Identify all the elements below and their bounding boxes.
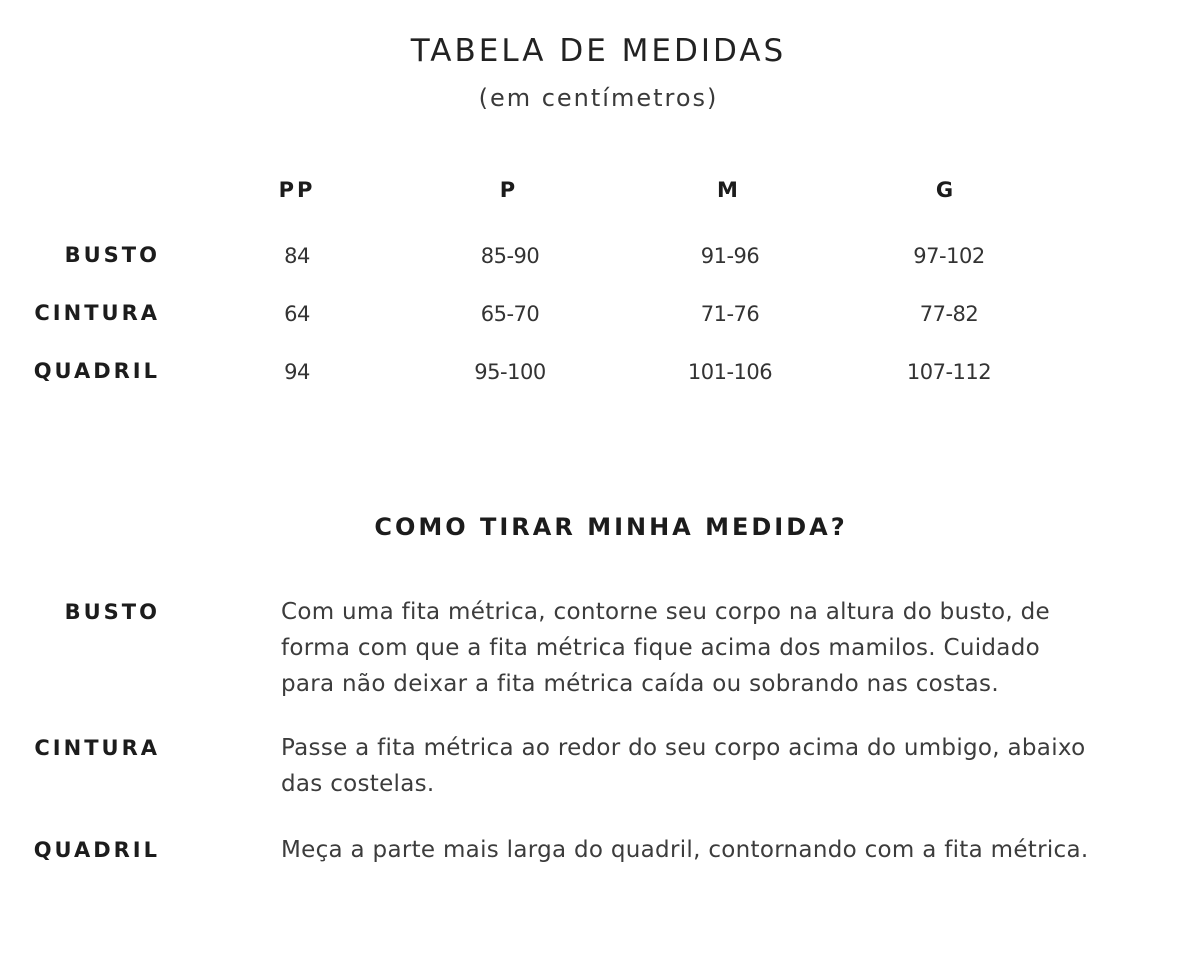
size-header-pp: PP bbox=[278, 178, 316, 202]
row-label-quadril: QUADRIL bbox=[33, 359, 160, 383]
table-cell: 77-82 bbox=[919, 302, 979, 326]
how-label-quadril: QUADRIL bbox=[33, 838, 160, 862]
size-header-g: G bbox=[935, 178, 957, 202]
size-header-m: M bbox=[717, 178, 741, 202]
table-cell: 107-112 bbox=[906, 360, 992, 384]
text-line: das costelas. bbox=[281, 771, 435, 797]
text-line: forma com que a fita métrica fique acima dos mamilos. Cuidado bbox=[281, 635, 1040, 661]
section-title: COMO TIRAR MINHA MEDIDA? bbox=[374, 513, 848, 541]
how-text-busto bbox=[281, 594, 1171, 702]
page-subtitle: (em centímetros) bbox=[478, 84, 719, 112]
text-line: para não deixar a fita métrica caída ou sobrando nas costas. bbox=[281, 671, 999, 697]
text-line: Passe a fita métrica ao redor do seu corpo acima do umbigo, abaixo bbox=[281, 735, 1086, 761]
table-cell: 97-102 bbox=[913, 244, 985, 268]
how-text-cintura bbox=[281, 730, 1171, 802]
how-label-cintura: CINTURA bbox=[34, 736, 160, 760]
table-cell: 71-76 bbox=[700, 302, 760, 326]
table-cell: 95-100 bbox=[474, 360, 546, 384]
table-cell: 101-106 bbox=[687, 360, 773, 384]
row-label-cintura: CINTURA bbox=[34, 301, 160, 325]
table-cell: 94 bbox=[284, 360, 310, 384]
text-line: Meça a parte mais larga do quadril, contornando com a fita métrica. bbox=[281, 837, 1089, 863]
table-cell: 84 bbox=[284, 244, 310, 268]
size-header-p: P bbox=[499, 178, 519, 202]
table-cell: 64 bbox=[284, 302, 310, 326]
how-text-quadril bbox=[281, 832, 1171, 868]
table-cell: 85-90 bbox=[480, 244, 540, 268]
row-label-busto: BUSTO bbox=[64, 243, 160, 267]
table-cell: 91-96 bbox=[700, 244, 760, 268]
text-line: Com uma fita métrica, contorne seu corpo na altura do busto, de bbox=[281, 599, 1051, 625]
how-label-busto: BUSTO bbox=[64, 600, 160, 624]
table-cell: 65-70 bbox=[480, 302, 540, 326]
page-title: TABELA DE MEDIDAS bbox=[410, 33, 787, 69]
